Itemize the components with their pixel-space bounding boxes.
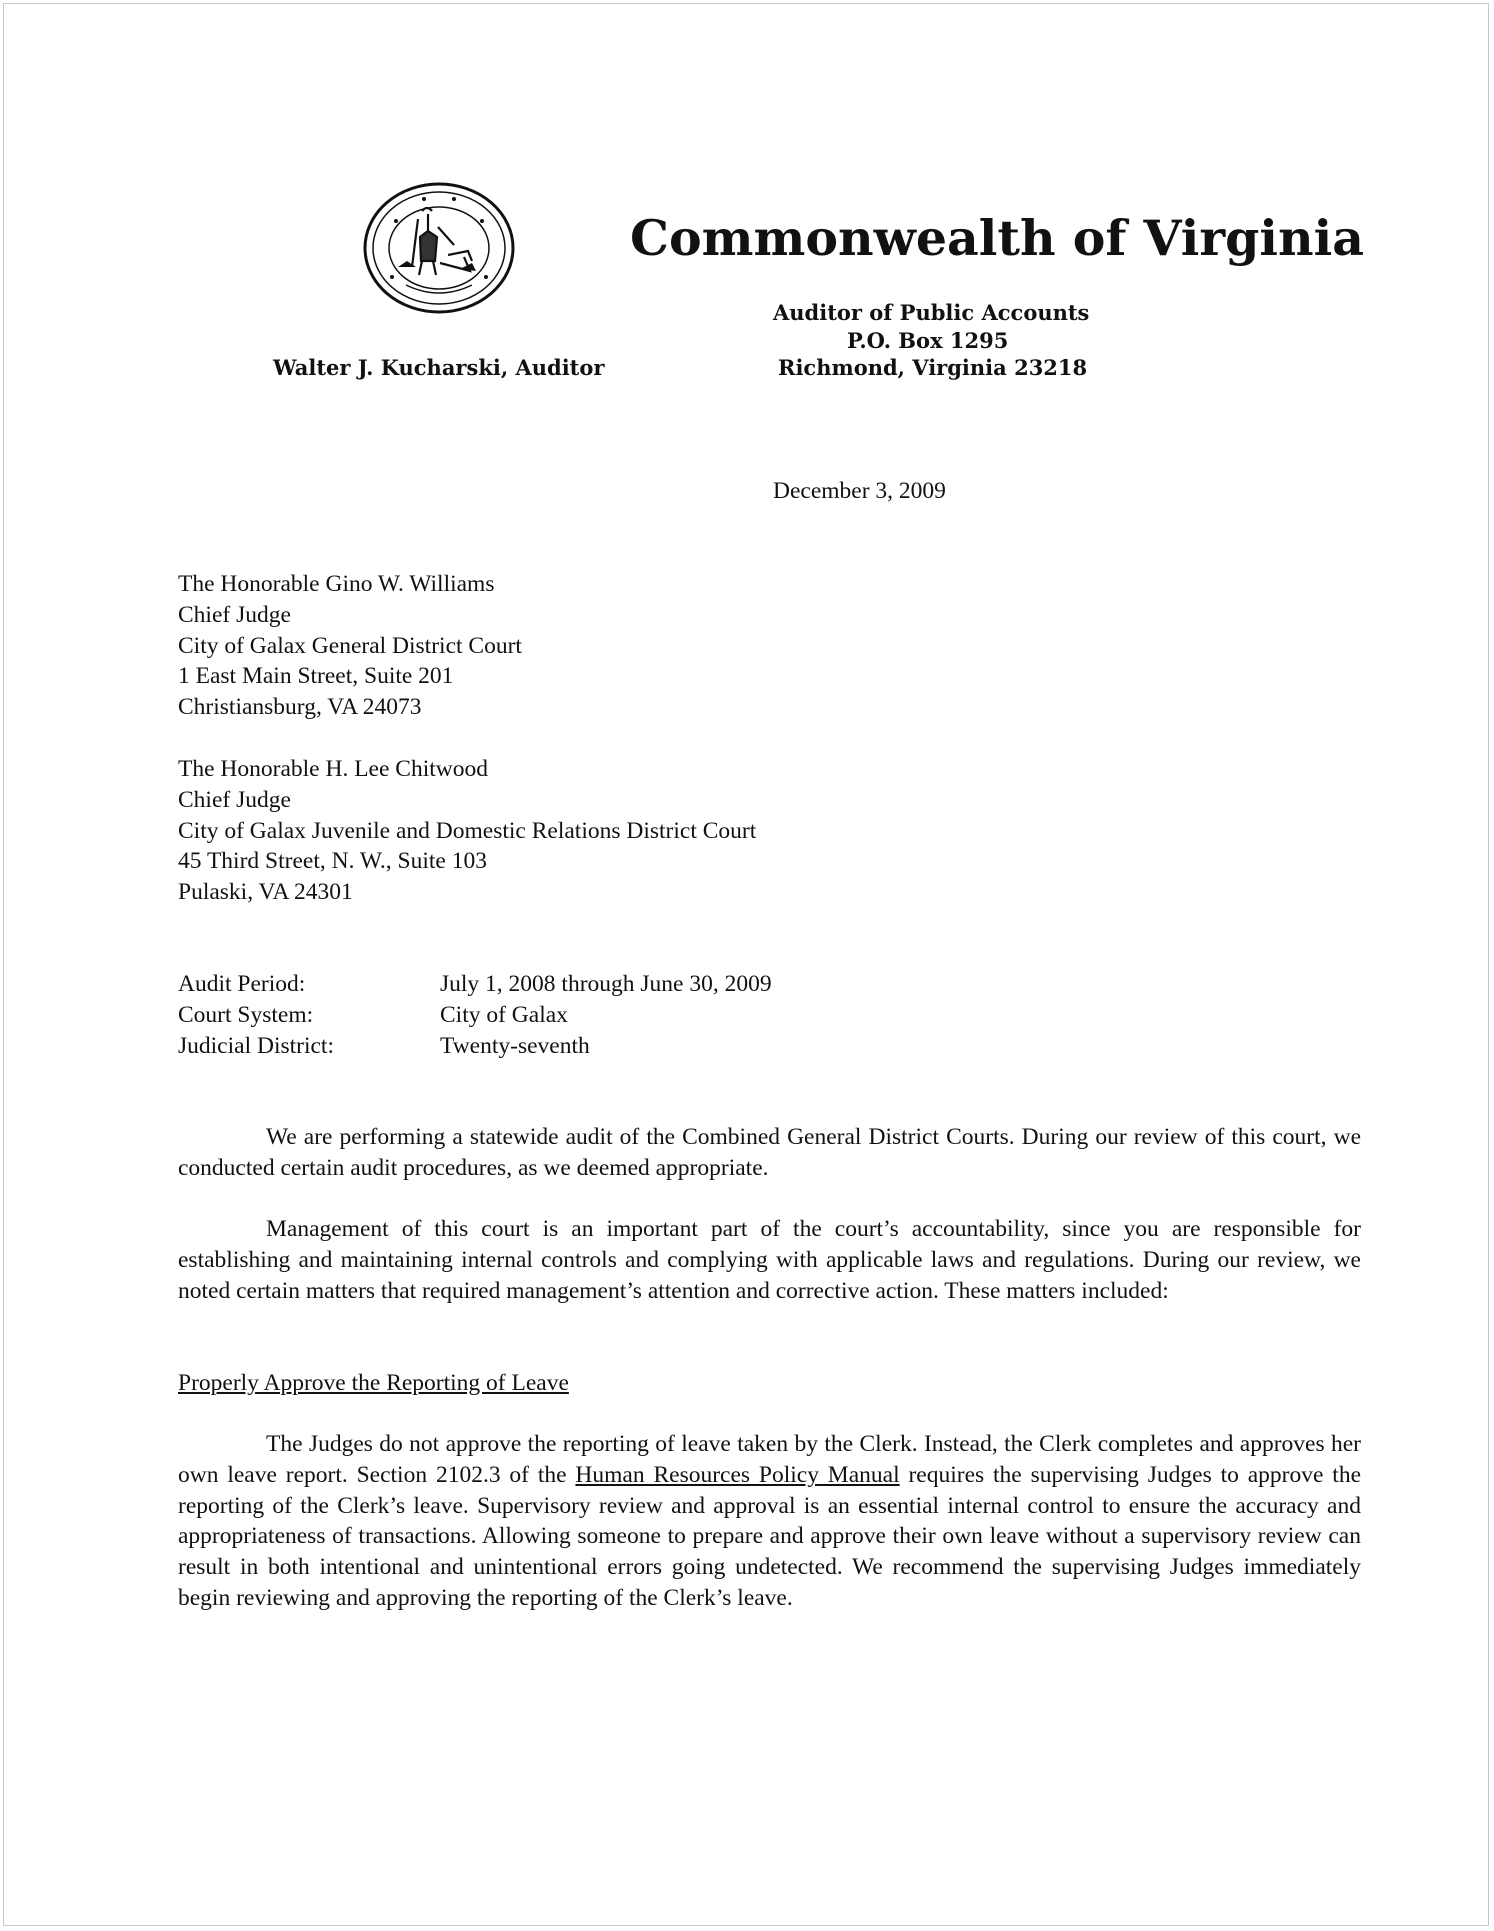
finding-heading: Properly Approve the Reporting of Leave: [178, 1370, 569, 1396]
letterhead-auditor: Walter J. Kucharski, Auditor: [273, 355, 605, 380]
letterhead-po-box: P.O. Box 1295: [847, 328, 1009, 353]
audit-info-row: [178, 969, 772, 1000]
address-line: The Honorable H. Lee Chitwood: [178, 756, 488, 782]
letterhead-city: Richmond, Virginia 23218: [778, 355, 1088, 380]
address-line: Chief Judge: [178, 786, 291, 813]
address-line: City of Galax General District Court: [178, 632, 522, 659]
audit-info-label: Court System:: [178, 1001, 314, 1028]
audit-info-row: [178, 1031, 590, 1062]
audit-info-label: Audit Period:: [178, 971, 306, 997]
address-line: Pulaski, VA 24301: [178, 879, 353, 906]
audit-info-row: [178, 1000, 568, 1031]
audit-info-value: July 1, 2008 through June 30, 2009: [440, 971, 772, 997]
paragraph-management: Management of this court is an important part of the court’s accountability, since you are responsible for establishing and maintaining internal controls and complying with applicable laws and regulations. During our review, we noted certain matters that required management’s attention and corrective action. These matters included:: [178, 1216, 1361, 1304]
page-border: [3, 3, 1489, 1926]
audit-info: [178, 969, 772, 1061]
address-line: Chief Judge: [178, 601, 291, 628]
address-line: The Honorable Gino W. Williams: [178, 571, 495, 597]
virginia-state-seal-icon: [362, 181, 516, 316]
audit-info-value: City of Galax: [440, 1001, 568, 1028]
recipient-address-1: [178, 569, 522, 723]
policy-manual-title: Human Resources Policy Manual: [575, 1461, 900, 1488]
letterhead-agency: Auditor of Public Accounts: [773, 300, 1090, 325]
address-line: Christiansburg, VA 24073: [178, 694, 422, 721]
address-line: 45 Third Street, N. W., Suite 103: [178, 848, 487, 875]
paragraph-finding: [178, 1429, 1361, 1614]
letter-date: December 3, 2009: [773, 478, 946, 504]
address-line: City of Galax Juvenile and Domestic Relations District Court: [178, 817, 757, 844]
finding-text-a: The Judges do not approve the reporting of leave taken by the Clerk. Instead, the Clerk completes and approves her own leave report. Section 2102.3 of the: [178, 1431, 1361, 1488]
audit-info-value: Twenty-seventh: [440, 1032, 590, 1059]
address-line: 1 East Main Street, Suite 201: [178, 663, 454, 690]
audit-info-label: Judicial District:: [178, 1032, 334, 1059]
letterhead-title: Commonwealth of Virginia: [630, 209, 1364, 267]
paragraph-intro: We are performing a statewide audit of the Combined General District Courts. During our review of this court, we conducted certain audit procedures, as we deemed appropriate.: [178, 1124, 1361, 1181]
recipient-address-2: [178, 754, 756, 908]
finding-text-b: requires the supervising Judges to approve the reporting of the Clerk’s leave. Supervisory review and approval is an essential internal control to ensure the accuracy and appropriateness of transactions. Allowing someone to prepare and approve their own leave without a supervisory review can result in both intentional and unintentional errors going undetected. We recommend the supervising Judges immediately begin reviewing and approving the reporting of the Clerk’s leave.: [178, 1461, 1361, 1611]
